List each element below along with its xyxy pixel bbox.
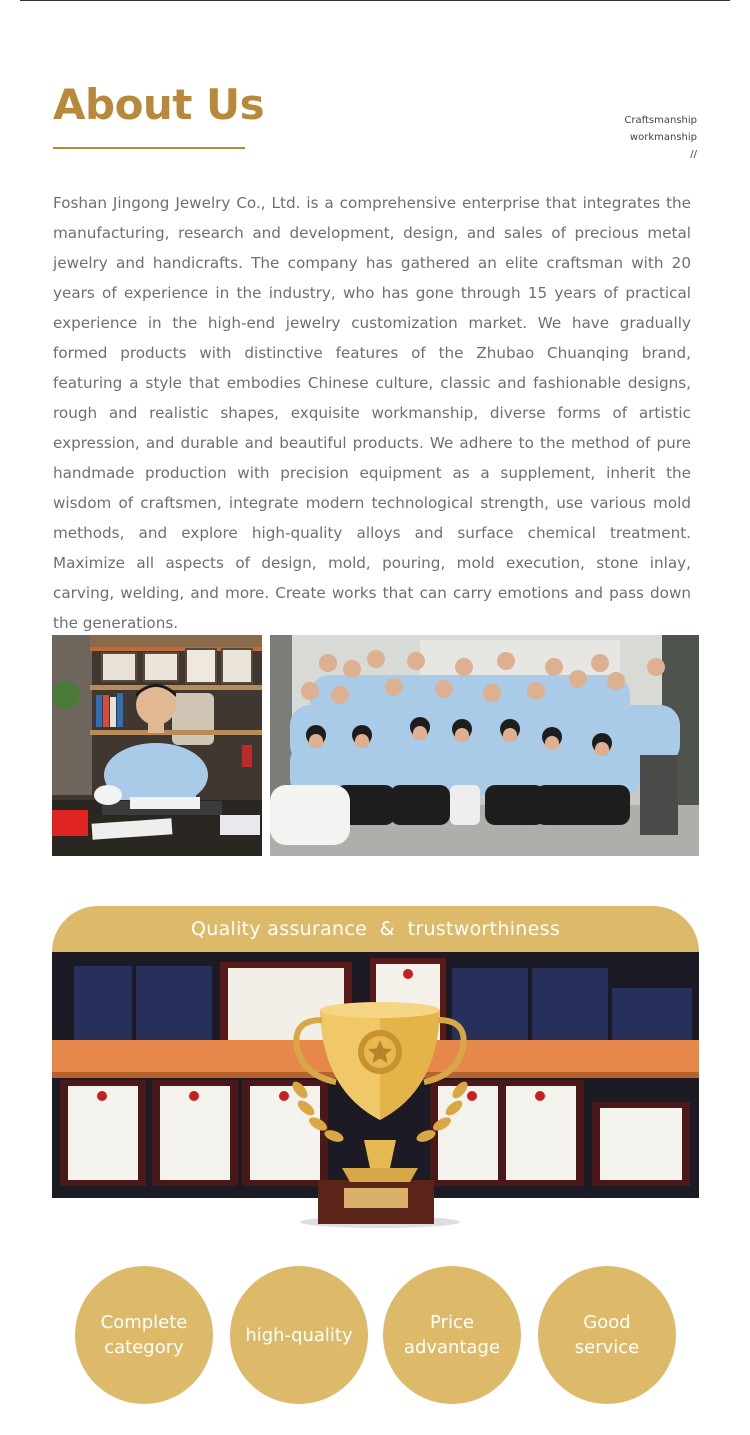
team-photo [270, 635, 699, 856]
side-note-line: workmanship [629, 132, 697, 143]
top-divider [20, 0, 730, 1]
feature-complete-category: Complete category [75, 1266, 213, 1404]
feature-high-quality: high-quality [230, 1266, 368, 1404]
office-photo [52, 635, 262, 856]
page-title: About Us [53, 80, 265, 129]
feature-price-advantage: Price advantage [383, 1266, 521, 1404]
trophy-icon [280, 990, 480, 1230]
quality-banner: Quality assurance & trustworthiness [52, 906, 699, 952]
feature-list [75, 1266, 676, 1404]
feature-good-service: Good service [538, 1266, 676, 1404]
side-note-slashes: // [690, 149, 697, 160]
side-note [624, 112, 697, 163]
side-note-line: Craftsmanship [624, 115, 697, 126]
company-introduction: Foshan Jingong Jewelry Co., Ltd. is a comprehensive enterprise that integrates the manufacturing, research and development, design, and sales of precious metal jewelry and handicrafts. The company has gathered an elite craftsman with 20 years of experience in the industry, who has gone through 15 years of practical experience in the high-end jewelry customization market. We have gradually formed products with distinctive features of the Zhubao Chuanqing brand, featuring a style that embodies Chinese culture, classic and fashionable designs, rough and realistic shapes, exquisite workmanship, diverse forms of artistic expression, and durable and beautiful products. We adhere to the method of pure handmade production with precision equipment as a supplement, inherit the wisdom of craftsmen, integrate modern technological strength, use various mold methods, and explore high-quality alloys and surface chemical treatment. Maximize all aspects of design, mold, pouring, mold execution, stone inlay, carving, welding, and more. Create works that can carry emotions and pass down the generations. [53, 194, 691, 632]
title-underline [53, 147, 245, 149]
